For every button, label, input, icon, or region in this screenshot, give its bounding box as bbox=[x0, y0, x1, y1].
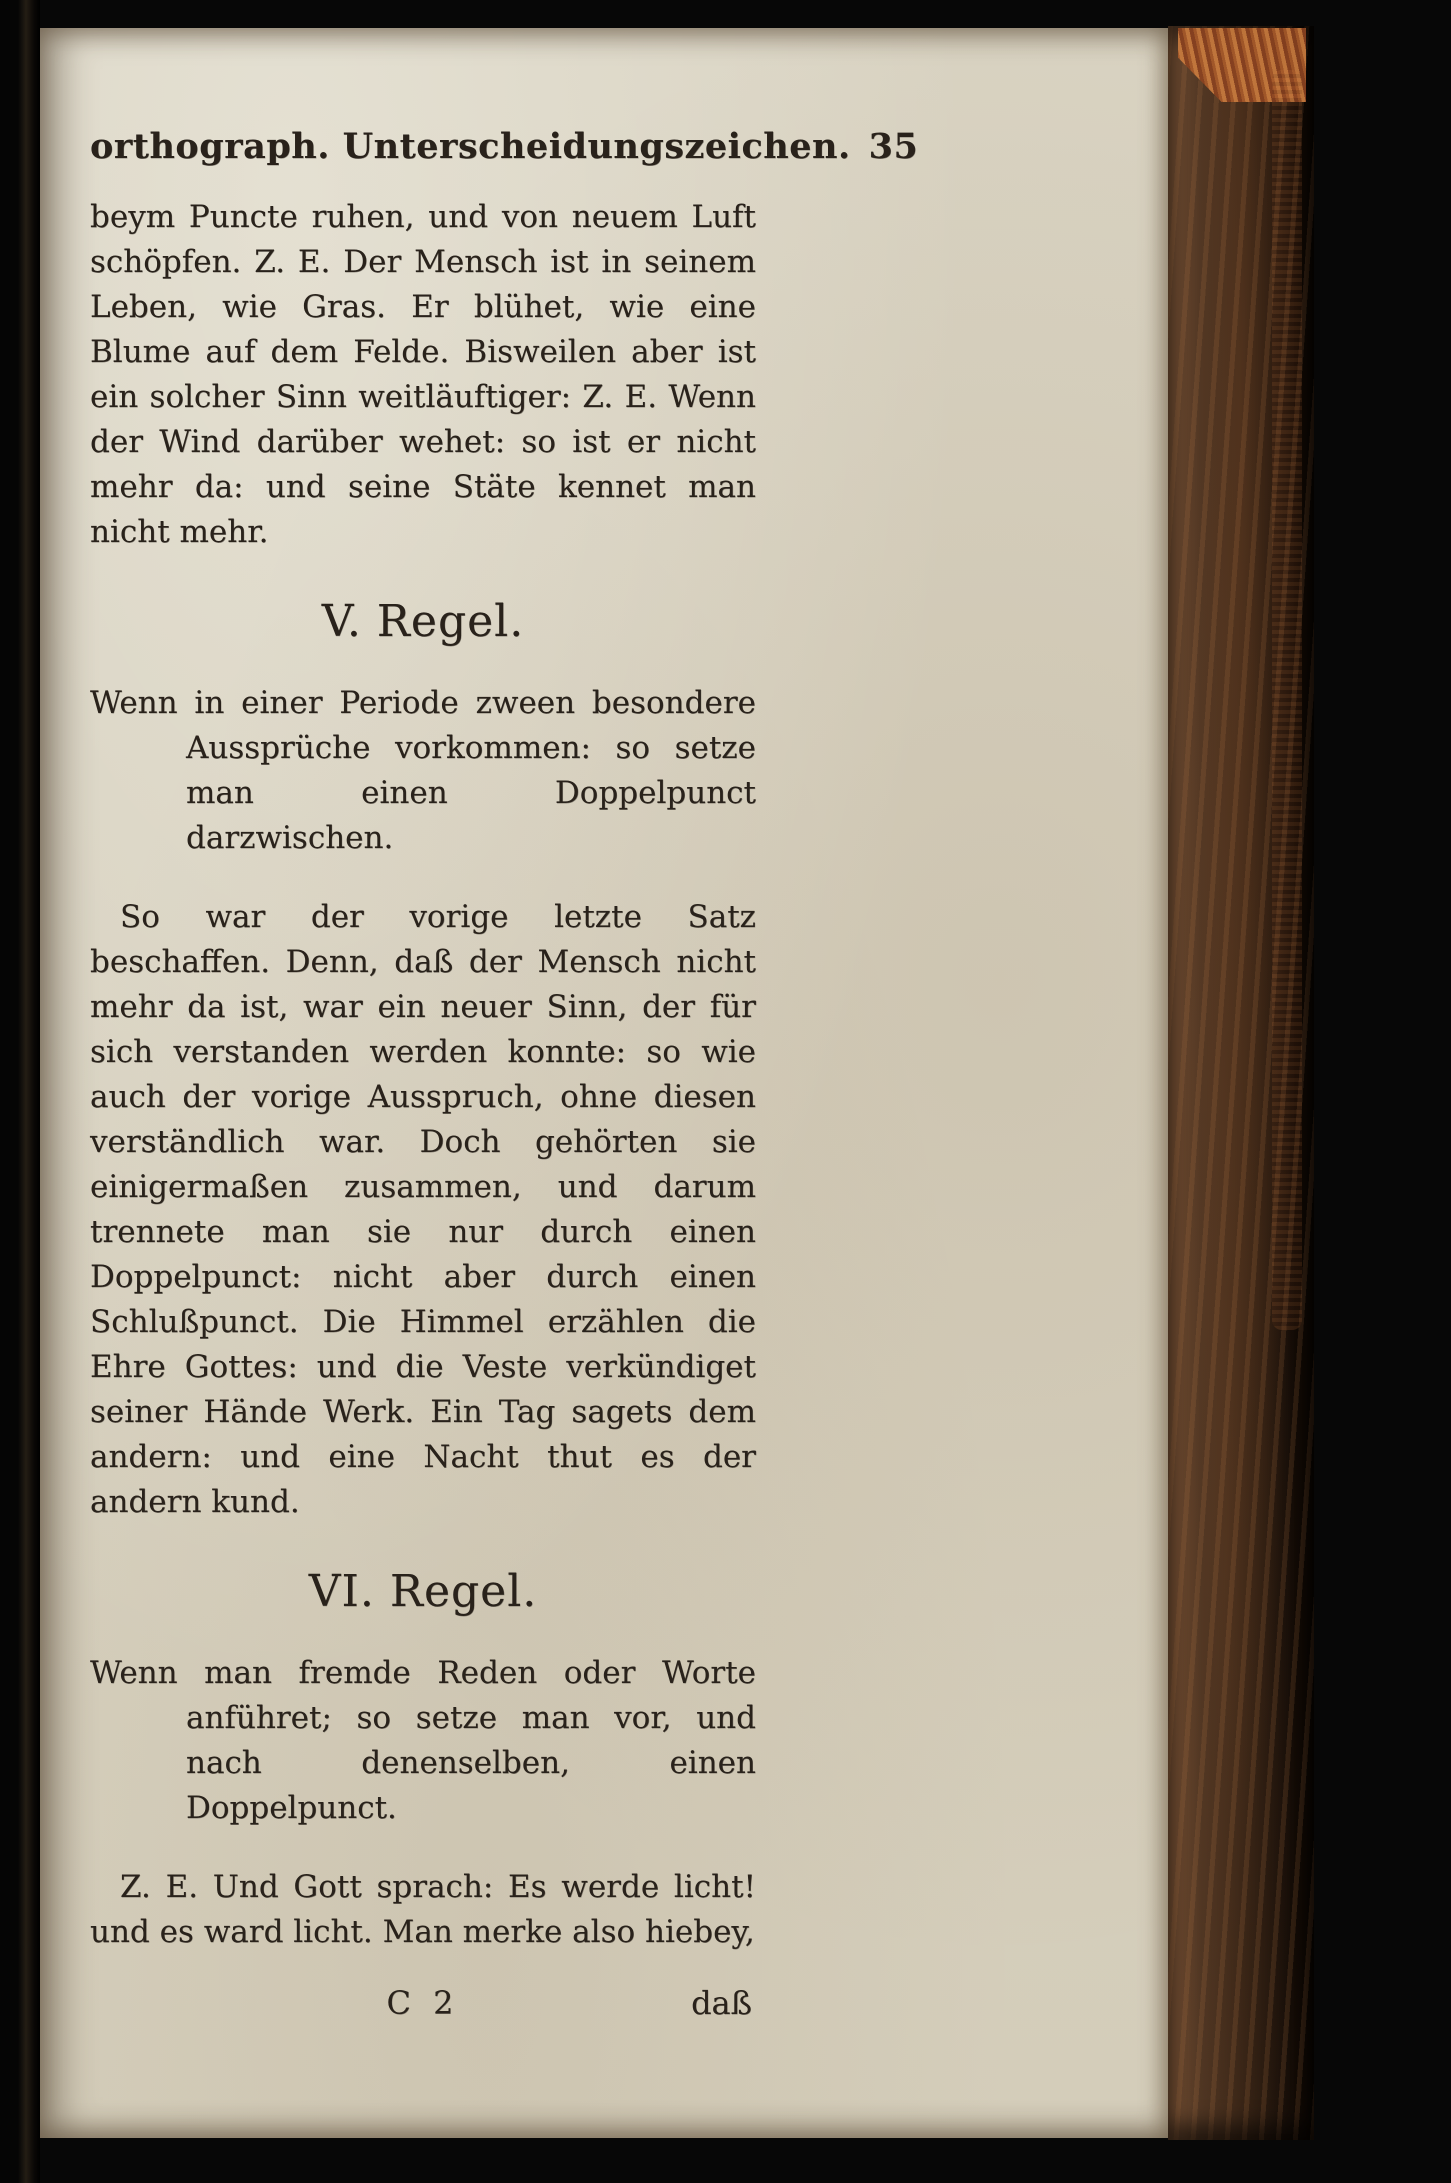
rule-6-statement: Wenn man fremde Reden oder Worte anführet; so setze man vor, und nach denenselben, einen Doppelpunct. bbox=[90, 1655, 756, 1826]
catchword: daß bbox=[691, 1984, 752, 2022]
page-edge-streaks bbox=[1272, 70, 1302, 1330]
running-header-title: orthograph. Unterscheidungszeichen. bbox=[90, 126, 851, 167]
paragraph-rule-5-discussion: So war der vorige letzte Satz beschaffen. Denn, daß der Mensch nicht mehr da ist, war ein neuer Sinn, der für sich verstanden werden konnte: so wie auch der vorige Ausspruch, ohne diesen verständlich war. Doch gehörten sie einigermaßen zusammen, und darum trennete man sie nur durch einen Doppelpunct: nicht aber durch einen Schlußpunct. Die Himmel erzählen die Ehre Gottes: und die Veste verkündiget seiner Hände Werk. Ein Tag sagets dem andern: und eine Nacht thut es der andern kund. bbox=[90, 899, 756, 1520]
page-footer bbox=[90, 1981, 756, 2026]
rule-5-statement: Wenn in einer Periode zween besondere Aussprüche vorkommen: so setze man einen Doppelpunct darzwischen. bbox=[90, 685, 756, 856]
book-page bbox=[40, 28, 1168, 2138]
signature-mark: C 2 bbox=[386, 1984, 460, 2022]
heading-rule-6: VI. Regel. bbox=[308, 1566, 538, 1617]
left-gutter-shadow bbox=[0, 0, 40, 2183]
page-number: 35 bbox=[868, 126, 919, 167]
paragraph-rule-6-example: Z. E. Und Gott sprach: Es werde licht! und es ward licht. Man merke also hiebey, bbox=[90, 1869, 756, 1950]
heading-rule-5: V. Regel. bbox=[321, 596, 525, 647]
paragraph-continuation: beym Puncte ruhen, und von neuem Luft schöpfen. Z. E. Der Mensch ist in seinem Leben, wie Gras. Er blühet, wie eine Blume auf dem Felde. Bisweilen aber ist ein solcher Sinn weitläuftiger: Z. E. Wenn der Wind darüber wehet: so ist er nicht mehr da: und seine Stäte kennet man nicht mehr. bbox=[90, 199, 756, 550]
page-text-column bbox=[90, 124, 919, 2026]
running-header bbox=[90, 124, 919, 169]
